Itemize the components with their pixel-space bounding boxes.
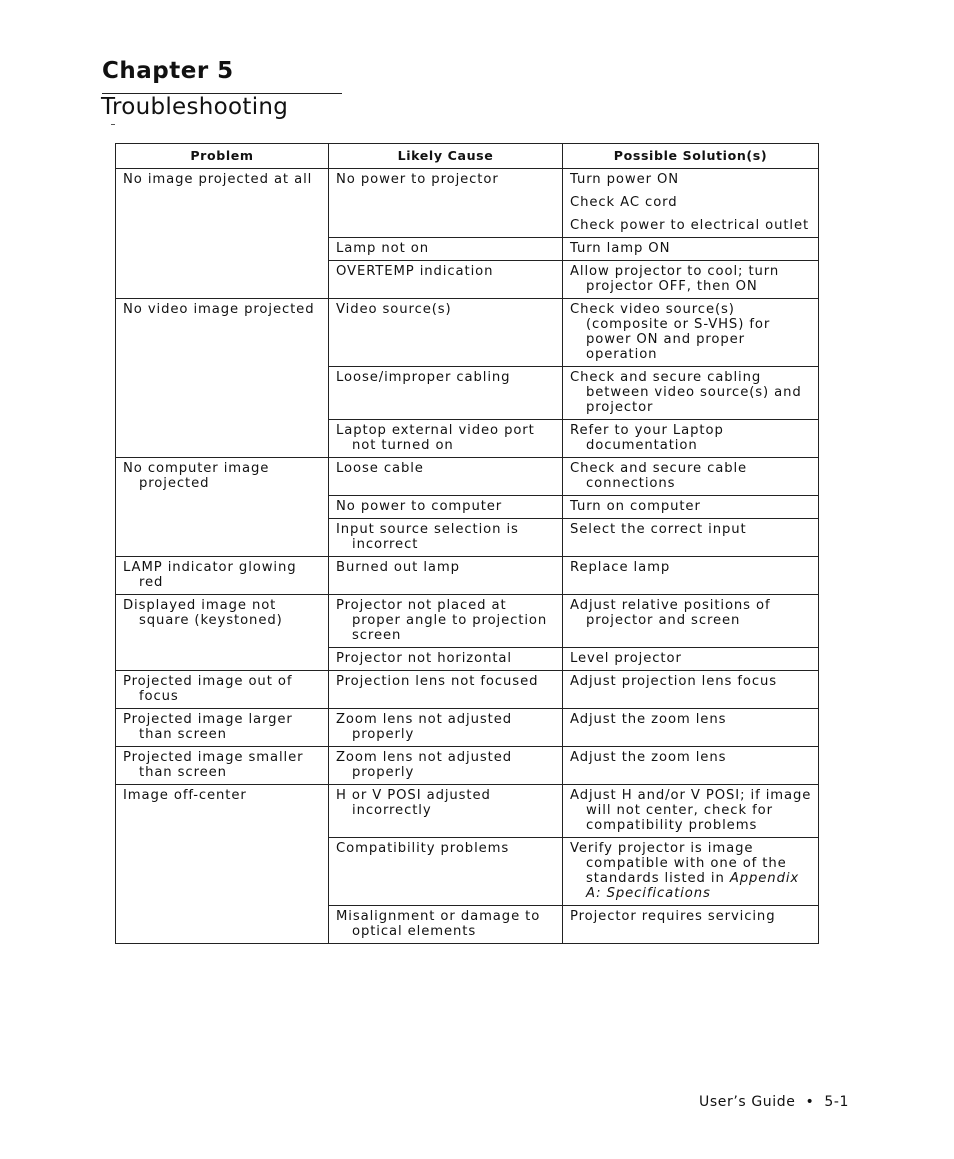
solution-line: Adjust relative positions of projector and screen: [570, 598, 771, 628]
solution-text: [570, 712, 812, 727]
cause-cell: [329, 709, 563, 747]
problem-text: Projected image out of focus: [123, 674, 293, 704]
solution-line: Adjust the zoom lens: [570, 750, 727, 765]
page-title: Troubleshooting: [101, 94, 289, 120]
cause-cell: [329, 838, 563, 906]
problem-cell: [116, 709, 329, 747]
problem-text: Image off-center: [123, 788, 247, 803]
solution-text: [570, 909, 812, 924]
problem-text: No computer image projected: [123, 461, 270, 491]
cause-cell: [329, 367, 563, 420]
problem-cell: [116, 169, 329, 299]
problem-cell: [116, 458, 329, 557]
cause-cell: [329, 785, 563, 838]
troubleshooting-table: [115, 143, 819, 944]
header-likely-cause: Likely Cause: [329, 144, 563, 169]
solution-line: Level projector: [570, 651, 682, 666]
solution-text: [570, 241, 812, 256]
cause-text: Video source(s): [336, 302, 452, 317]
solution-line: Adjust H and/or V POSI; if image will not center, check for compatibility problems: [570, 788, 812, 833]
solution-line: Select the correct input: [570, 522, 747, 537]
solution-line: Check AC cord: [570, 195, 678, 210]
solution-text: [570, 841, 812, 901]
footer-bullet: •: [805, 1094, 815, 1110]
table-row: [116, 458, 819, 496]
solution-text: [570, 788, 812, 833]
solution-text: [570, 598, 812, 628]
problem-cell: [116, 557, 329, 595]
solution-cell: [563, 671, 819, 709]
solution-text: [570, 522, 812, 537]
table-row: [116, 671, 819, 709]
cause-cell: [329, 648, 563, 671]
solution-line: Turn on computer: [570, 499, 701, 514]
table-row: [116, 709, 819, 747]
cause-text: Lamp not on: [336, 241, 429, 256]
problem-cell: [116, 299, 329, 458]
cause-text: Projection lens not focused: [336, 674, 539, 689]
cause-text: No power to computer: [336, 499, 503, 514]
solution-text: [570, 651, 812, 666]
cause-cell: [329, 557, 563, 595]
cause-text: Projector not placed at proper angle to projection screen: [336, 598, 548, 643]
table-header-row: [116, 144, 819, 169]
table-row: [116, 299, 819, 367]
solution-line: Check and secure cabling between video source(s) and projector: [570, 370, 802, 415]
table-row: [116, 169, 819, 238]
margin-mark: [111, 124, 115, 125]
problem-cell: [116, 785, 329, 944]
problem-text: No video image projected: [123, 302, 315, 317]
solution-cell: [563, 496, 819, 519]
table-row: [116, 785, 819, 838]
solution-cell: [563, 367, 819, 420]
solution-cell: [563, 519, 819, 557]
problem-text: LAMP indicator glowing red: [123, 560, 297, 590]
solution-cell: [563, 595, 819, 648]
cause-text: Compatibility problems: [336, 841, 510, 856]
cause-cell: [329, 519, 563, 557]
cause-text: H or V POSI adjusted incorrectly: [336, 788, 491, 818]
cause-text: Zoom lens not adjusted properly: [336, 750, 512, 780]
solution-text: [570, 302, 812, 362]
solution-text: [570, 750, 812, 765]
chapter-number: Chapter 5: [102, 58, 234, 84]
solution-text: [570, 674, 812, 689]
problem-cell: [116, 747, 329, 785]
problem-cell: [116, 595, 329, 671]
solution-cell: [563, 709, 819, 747]
cause-cell: [329, 496, 563, 519]
solution-cell: [563, 648, 819, 671]
table-body: [116, 169, 819, 944]
cause-text: Input source selection is incorrect: [336, 522, 519, 552]
cause-cell: [329, 261, 563, 299]
solution-line: Refer to your Laptop documentation: [570, 423, 724, 453]
solution-line: Check power to electrical outlet: [570, 218, 810, 233]
solution-cell: [563, 238, 819, 261]
table-row: [116, 557, 819, 595]
problem-text: Displayed image not square (keystoned): [123, 598, 283, 628]
problem-cell: [116, 671, 329, 709]
table-row: [116, 595, 819, 648]
solution-cell: [563, 420, 819, 458]
solution-text: [570, 172, 812, 187]
solution-text: [570, 560, 812, 575]
solution-text: [570, 264, 812, 294]
cause-text: No power to projector: [336, 172, 499, 187]
header-problem: Problem: [116, 144, 329, 169]
problem-text: Projected image smaller than screen: [123, 750, 304, 780]
cause-text: Loose cable: [336, 461, 424, 476]
solution-cell: [563, 906, 819, 944]
solution-cell: [563, 557, 819, 595]
solution-line: Turn power ON: [570, 172, 680, 187]
solution-cell: [563, 169, 819, 238]
solution-cell: [563, 261, 819, 299]
cause-cell: [329, 671, 563, 709]
appendix-reference: Appendix A: Specifications: [586, 871, 800, 901]
solution-cell: [563, 838, 819, 906]
solution-cell: [563, 747, 819, 785]
solution-text: [570, 423, 812, 453]
solution-text: [570, 195, 812, 210]
solution-line: Adjust the zoom lens: [570, 712, 727, 727]
cause-text: OVERTEMP indication: [336, 264, 494, 279]
cause-text: Misalignment or damage to optical elements: [336, 909, 541, 939]
cause-cell: [329, 595, 563, 648]
cause-text: Projector not horizontal: [336, 651, 512, 666]
solution-line: Verify projector is image compatible with one of the standards listed in: [570, 841, 787, 886]
solution-line: Turn lamp ON: [570, 241, 671, 256]
cause-text: Burned out lamp: [336, 560, 460, 575]
footer-guide-title: User’s Guide: [699, 1094, 796, 1110]
solution-text: [570, 370, 812, 415]
solution-line: Check video source(s) (composite or S-VHS) for power ON and proper operation: [570, 302, 771, 362]
solution-cell: [563, 299, 819, 367]
solution-cell: [563, 458, 819, 496]
solution-line: Replace lamp: [570, 560, 671, 575]
problem-text: No image projected at all: [123, 172, 313, 187]
cause-cell: [329, 906, 563, 944]
solution-text: [570, 499, 812, 514]
problem-text: Projected image larger than screen: [123, 712, 293, 742]
cause-cell: [329, 458, 563, 496]
solution-line: Check and secure cable connections: [570, 461, 748, 491]
solution-cell: [563, 785, 819, 838]
cause-cell: [329, 238, 563, 261]
solution-text: [570, 218, 812, 233]
page-footer: [699, 1094, 849, 1110]
cause-text: Laptop external video port not turned on: [336, 423, 535, 453]
cause-cell: [329, 747, 563, 785]
solution-text: [570, 461, 812, 491]
page-number: 5-1: [824, 1094, 849, 1110]
cause-cell: [329, 169, 563, 238]
solution-line: Projector requires servicing: [570, 909, 776, 924]
cause-text: Loose/improper cabling: [336, 370, 511, 385]
header-possible-solutions: Possible Solution(s): [563, 144, 819, 169]
table-row: [116, 747, 819, 785]
cause-cell: [329, 299, 563, 367]
cause-cell: [329, 420, 563, 458]
cause-text: Zoom lens not adjusted properly: [336, 712, 512, 742]
solution-line: Allow projector to cool; turn projector OFF, then ON: [570, 264, 780, 294]
solution-line: Adjust projection lens focus: [570, 674, 778, 689]
